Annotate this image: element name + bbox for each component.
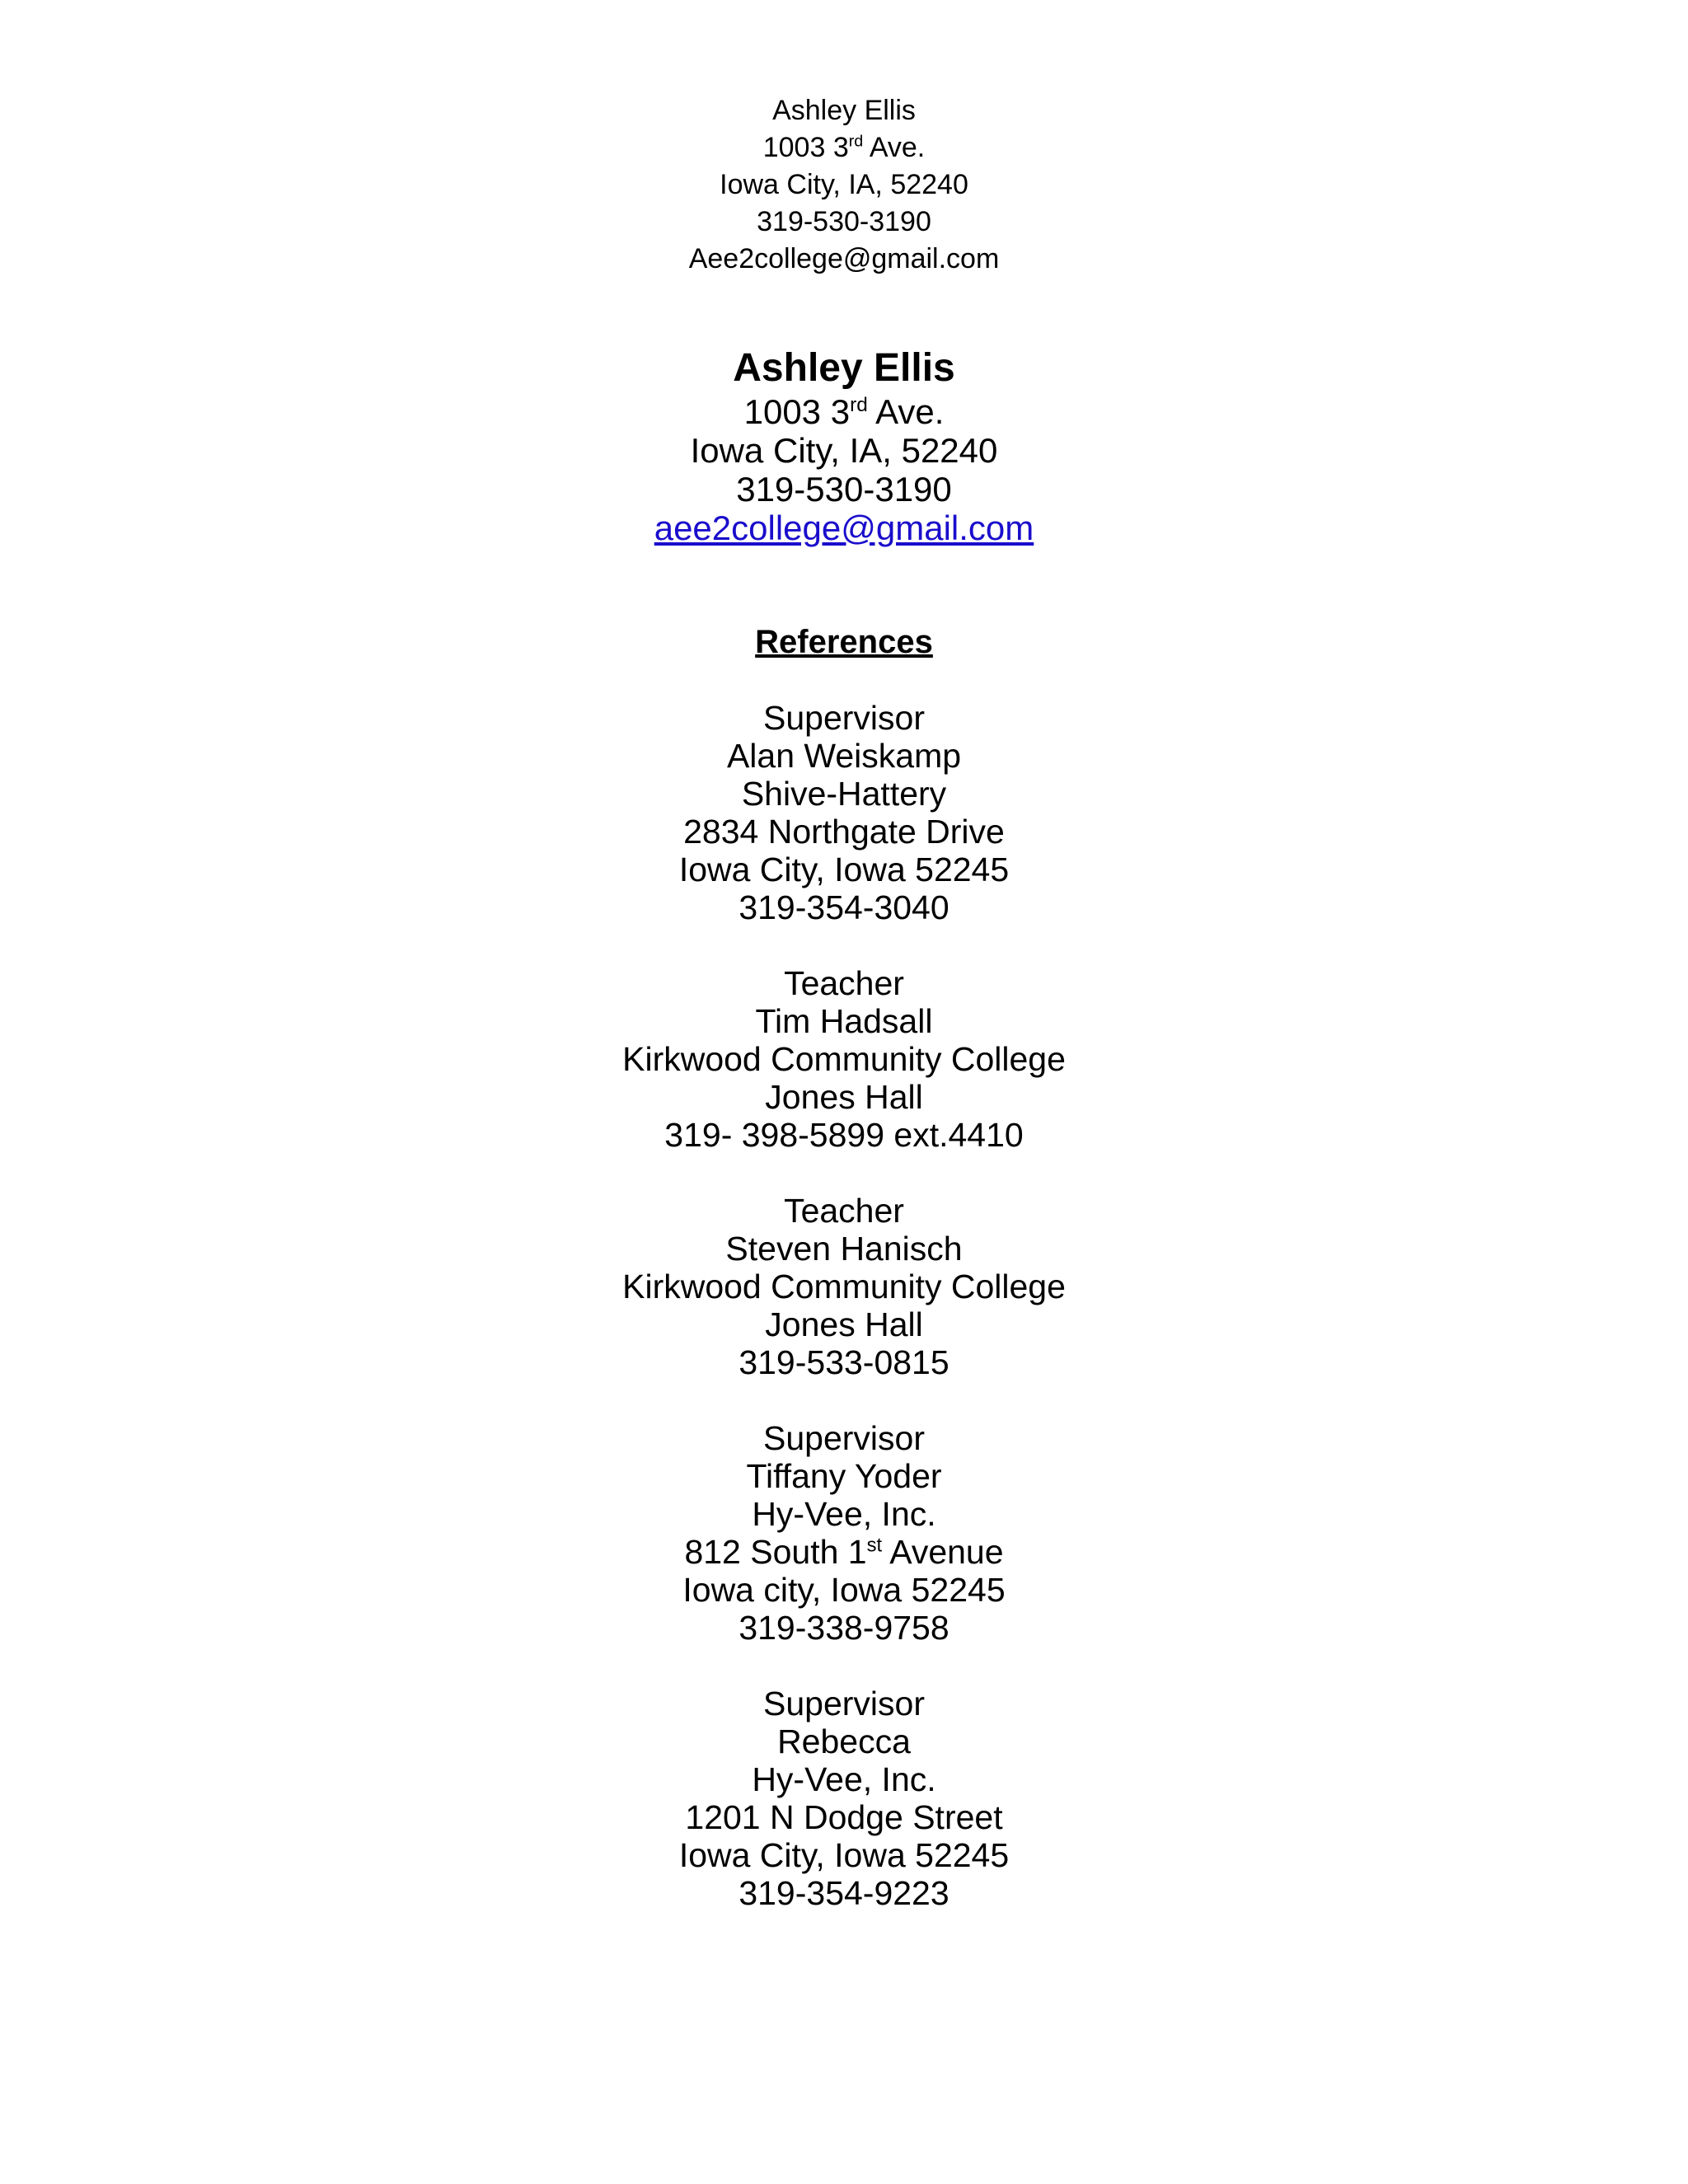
reference-address: 1201 N Dodge Street bbox=[685, 1798, 1003, 1836]
reference-role: Supervisor bbox=[763, 699, 925, 737]
reference-name: Rebecca bbox=[777, 1722, 911, 1760]
letterhead bbox=[0, 92, 1688, 278]
letterhead-city: Iowa City, IA, 52240 bbox=[720, 169, 968, 200]
reference-role: Teacher bbox=[784, 1192, 904, 1230]
reference-address: 2834 Northgate Drive bbox=[683, 813, 1005, 851]
reference-name: Alan Weiskamp bbox=[726, 737, 962, 775]
contact-block bbox=[0, 344, 1688, 547]
reference-address: Jones Hall bbox=[765, 1305, 923, 1343]
reference-phone: 319-354-3040 bbox=[738, 888, 950, 926]
contact-address: 1003 3rd Ave. bbox=[743, 392, 945, 431]
letterhead-address: 1003 3rd Ave. bbox=[762, 132, 926, 163]
contact-phone: 319-530-3190 bbox=[736, 470, 952, 509]
references-heading: References bbox=[755, 624, 933, 660]
reference-org: Shive-Hattery bbox=[741, 775, 947, 813]
letterhead-name: Ashley Ellis bbox=[772, 95, 916, 126]
contact-name: Ashley Ellis bbox=[733, 346, 955, 390]
reference-org: Kirkwood Community College bbox=[622, 1268, 1066, 1305]
contact-city: Iowa City, IA, 52240 bbox=[690, 431, 998, 470]
reference-entry bbox=[0, 1685, 1688, 1912]
reference-phone: 319-338-9758 bbox=[738, 1609, 950, 1647]
letterhead-email: Aee2college@gmail.com bbox=[688, 243, 1000, 274]
reference-city: Iowa City, Iowa 52245 bbox=[678, 1836, 1010, 1874]
reference-address: 812 South 1st Avenue bbox=[684, 1533, 1004, 1571]
reference-entry bbox=[0, 1192, 1688, 1381]
reference-phone: 319-533-0815 bbox=[738, 1343, 950, 1381]
reference-entry bbox=[0, 699, 1688, 926]
contact-email-link[interactable]: aee2college@gmail.com bbox=[654, 509, 1034, 547]
reference-org: Hy-Vee, Inc. bbox=[752, 1760, 936, 1798]
reference-org: Hy-Vee, Inc. bbox=[752, 1495, 936, 1533]
reference-address: Jones Hall bbox=[765, 1078, 923, 1116]
reference-name: Steven Hanisch bbox=[725, 1230, 963, 1268]
reference-name: Tiffany Yoder bbox=[746, 1457, 942, 1495]
reference-city: Iowa city, Iowa 52245 bbox=[682, 1571, 1006, 1609]
references-list bbox=[0, 699, 1688, 1950]
reference-city: Iowa City, Iowa 52245 bbox=[678, 851, 1010, 888]
reference-role: Teacher bbox=[784, 964, 904, 1002]
reference-phone: 319- 398-5899 ext.4410 bbox=[664, 1116, 1024, 1154]
reference-phone: 319-354-9223 bbox=[738, 1874, 950, 1912]
reference-name: Tim Hadsall bbox=[755, 1002, 933, 1040]
reference-entry bbox=[0, 1419, 1688, 1647]
reference-role: Supervisor bbox=[763, 1685, 925, 1722]
letterhead-phone: 319-530-3190 bbox=[757, 206, 931, 237]
reference-role: Supervisor bbox=[763, 1419, 925, 1457]
reference-entry bbox=[0, 964, 1688, 1154]
reference-org: Kirkwood Community College bbox=[622, 1040, 1066, 1078]
